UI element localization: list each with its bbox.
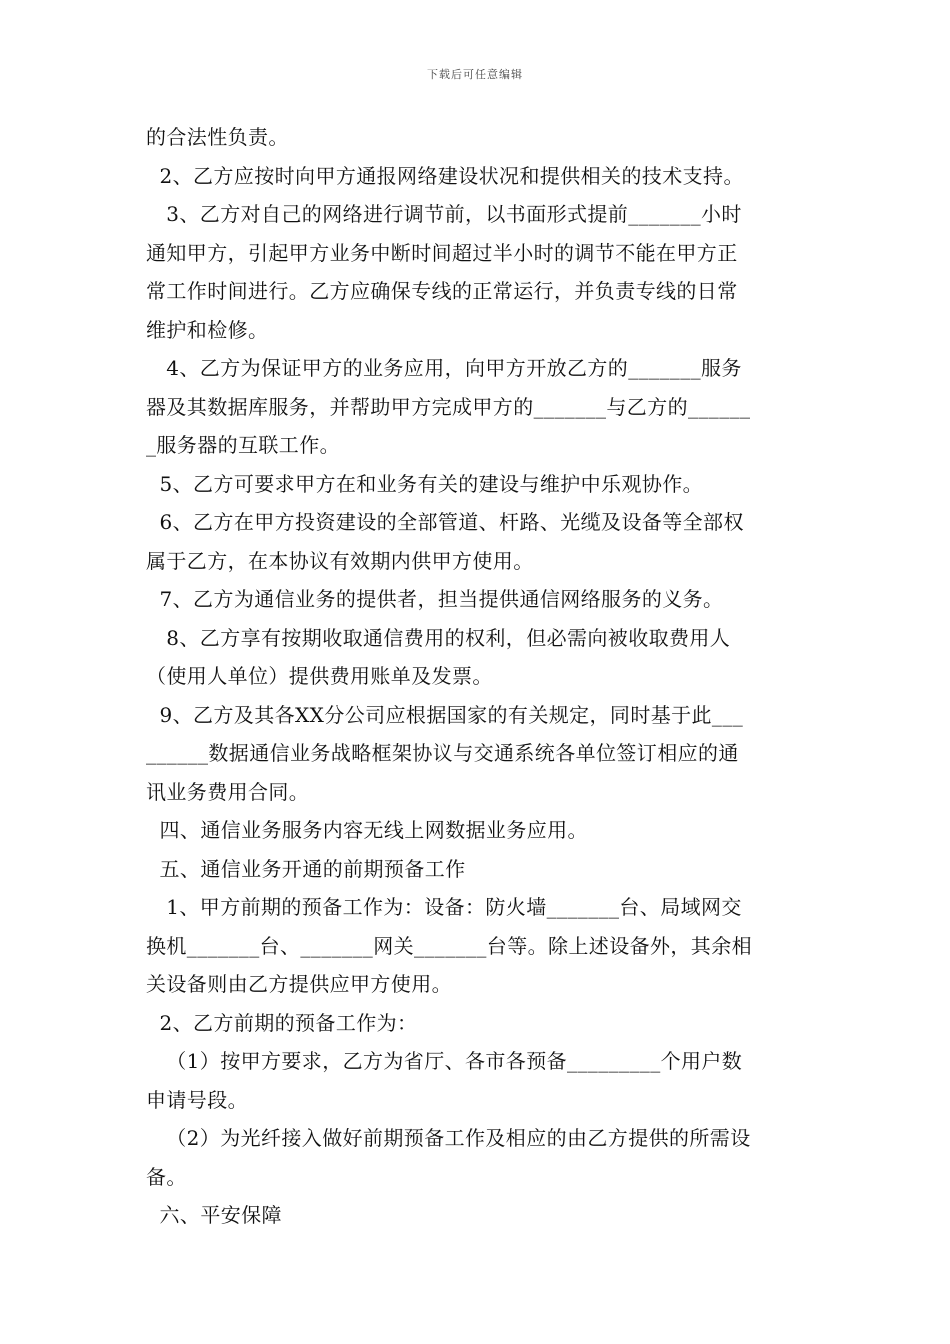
body-line: 常工作时间进行。乙方应确保专线的正常运行，并负责专线的日常 [146, 279, 738, 303]
body-line: 1、甲方前期的预备工作为：设备：防火墙_______台、局域网交 [146, 895, 742, 919]
body-line: 6、乙方在甲方投资建设的全部管道、杆路、光缆及设备等全部权 [146, 510, 744, 534]
body-line: 器及其数据库服务，并帮助甲方完成甲方的_______与乙方的______ [146, 394, 751, 419]
body-line: 六、平安保障 [146, 1203, 282, 1227]
body-line: 8、乙方享有按期收取通信费用的权利，但必需向被收取费用人 [146, 625, 731, 650]
body-line: 讯业务费用合同。 [146, 779, 310, 804]
body-line: 属于乙方，在本协议有效期内供甲方使用。 [146, 548, 534, 573]
body-line: 2、乙方应按时向甲方通报网络建设状况和提供相关的技术支持。 [146, 163, 744, 188]
page-header-note: 下载后可任意编辑 [427, 68, 523, 81]
body-line: 5、乙方可要求甲方在和业务有关的建设与维护中乐观协作。 [146, 471, 704, 496]
body-line: 7、乙方为通信业务的提供者，担当提供通信网络服务的义务。 [146, 587, 724, 611]
body-line: （2）为光纤接入做好前期预备工作及相应的由乙方提供的所需设 [146, 1126, 751, 1150]
body-line: 通知甲方，引起甲方业务中断时间超过半小时的调节不能在甲方正 [146, 240, 738, 265]
body-line: 4、乙方为保证甲方的业务应用，向甲方开放乙方的_______服务 [146, 356, 742, 380]
body-line: 五、通信业务开通的前期预备工作 [146, 856, 466, 881]
body-line: 换机_______台、_______网关_______台等。除上述设备外，其余相 [146, 933, 752, 958]
body-line: 的合法性负责。 [146, 125, 289, 149]
body-line: 9、乙方及其各XX分公司应根据国家的有关规定，同时基于此___ [146, 702, 744, 727]
body-line: 四、通信业务服务内容无线上网数据业务应用。 [146, 818, 588, 842]
body-line: 2、乙方前期的预备工作为： [146, 1010, 418, 1035]
body-line: 备。 [146, 1164, 187, 1189]
body-line: 申请号段。 [146, 1087, 248, 1112]
body-line: 关设备则由乙方提供应甲方使用。 [146, 972, 452, 996]
document-body [146, 118, 808, 1235]
body-line: （使用人单位）提供费用账单及发票。 [146, 664, 493, 688]
body-line: （1）按甲方要求，乙方为省厅、各市各预备_________个用户数 [146, 1049, 743, 1073]
body-line: ______数据通信业务战略框架协议与交通系统各单位签订相应的通 [146, 741, 739, 765]
body-line: _服务器的互联工作。 [146, 433, 340, 457]
body-line: 3、乙方对自己的网络进行调节前，以书面形式提前_______小时 [146, 202, 742, 226]
body-line: 维护和检修。 [146, 317, 269, 342]
